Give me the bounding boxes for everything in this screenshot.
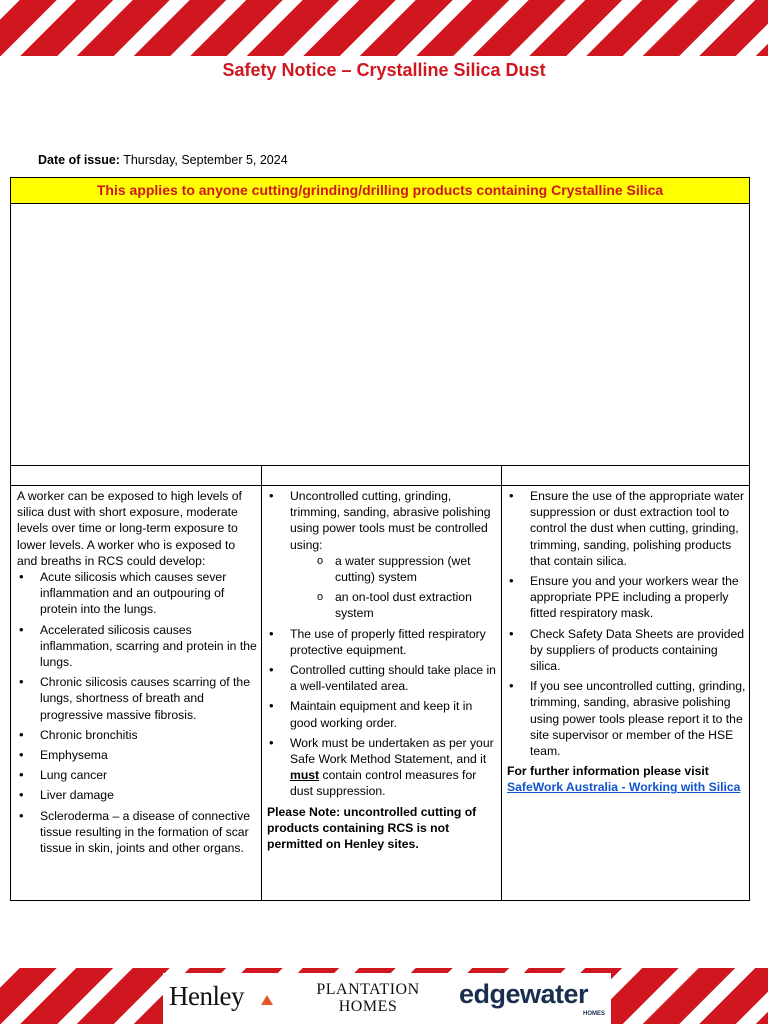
list-item: • Ensure the use of the appropriate water suppression or dust extraction tool to control the dust when cutting, grinding, trimming, sanding, polishing products that contain silica. xyxy=(507,488,747,569)
more-info-text: For further information please visit xyxy=(507,764,709,779)
sub-list-item: o a water suppression (wet cutting) system xyxy=(315,553,497,585)
date-of-issue-value: Thursday, September 5, 2024 xyxy=(123,153,288,167)
plantation-logo-line1: PLANTATION xyxy=(316,981,420,998)
list-item: • Controlled cutting should take place in a well-ventilated area. xyxy=(267,662,497,694)
date-of-issue xyxy=(38,153,288,167)
applies-banner: This applies to anyone cutting/grinding/drilling products containing Crystalline Silica xyxy=(11,178,749,204)
list-item: • The use of properly fitted respiratory protective equipment. xyxy=(267,626,497,658)
list-item: • Chronic silicosis causes scarring of the lungs, shortness of breath and progressive massive fibrosis. xyxy=(17,674,257,723)
controls-column xyxy=(267,488,497,852)
controls-sub-list xyxy=(290,553,497,622)
health-effects-column xyxy=(17,488,257,860)
edgewater-logo-sub: HOMES xyxy=(583,1011,606,1017)
sub-list-item: o an on-tool dust extraction system xyxy=(315,589,497,621)
controls-item-text: contain control measures for dust suppression. xyxy=(290,768,477,799)
henley-logo: Henley xyxy=(169,981,244,1011)
column-divider-1 xyxy=(261,466,262,900)
page-title: Safety Notice – Crystalline Silica Dust xyxy=(222,60,546,80)
actions-column xyxy=(507,488,747,796)
list-item: • If you see uncontrolled cutting, grinding, trimming, sanding, abrasive polishing using power tools please report it to the site supervisor or member of the HSE team. xyxy=(507,678,747,759)
henley-sites-note: Please Note: uncontrolled cutting of products containing RCS is not permitted on Henley sites. xyxy=(267,804,477,852)
image-placeholder xyxy=(11,204,749,466)
brand-logos xyxy=(163,973,611,1024)
list-item: • Lung cancer xyxy=(17,767,257,783)
plantation-homes-logo xyxy=(303,981,433,1015)
column-header-row xyxy=(11,466,749,486)
list-item: • Emphysema xyxy=(17,747,257,763)
list-item: • Chronic bronchitis xyxy=(17,727,257,743)
list-item xyxy=(267,735,497,800)
henley-triangle-icon xyxy=(261,995,273,1005)
list-item: • Accelerated silicosis causes inflammation, scarring and protein in the lungs. xyxy=(17,622,257,671)
list-item: • Acute silicosis which causes sever inflammation and an outpouring of protein into the lungs. xyxy=(17,569,257,618)
list-item: • Maintain equipment and keep it in good working order. xyxy=(267,698,497,730)
health-effects-list xyxy=(17,569,257,856)
controls-item-text: Uncontrolled cutting, grinding, trimming, sanding, abrasive polishing using power tools must be controlled using: xyxy=(290,489,491,552)
edgewater-logo: edgewater xyxy=(459,979,589,1009)
plantation-logo-line2: HOMES xyxy=(338,998,398,1015)
actions-list xyxy=(507,488,747,759)
safework-link[interactable]: SafeWork Australia - Working with Silica xyxy=(507,780,741,795)
list-item: • Check Safety Data Sheets are provided by suppliers of products containing silica. xyxy=(507,626,747,675)
controls-item-text: Work must be undertaken as per your Safe Work Method Statement, and it xyxy=(290,735,494,767)
list-item: • Scleroderma – a disease of connective tissue resulting in the formation of scar tissue in skin, joints and other organs. xyxy=(17,808,257,857)
health-effects-intro: A worker can be exposed to high levels of silica dust with short exposure, moderate levels over time or long-term exposure to lower levels. A worker who is exposed to and breaths in RCS could develop: xyxy=(17,489,242,568)
notice-table xyxy=(10,177,750,901)
column-divider-2 xyxy=(501,466,502,900)
top-hazard-stripes xyxy=(0,0,768,56)
must-emphasis: must xyxy=(290,768,320,783)
date-of-issue-label: Date of issue: xyxy=(38,153,120,167)
list-item xyxy=(267,488,497,622)
list-item: • Ensure you and your workers wear the appropriate PPE including a properly fitted respiratory mask. xyxy=(507,573,747,622)
controls-list xyxy=(267,488,497,800)
list-item: • Liver damage xyxy=(17,787,257,803)
